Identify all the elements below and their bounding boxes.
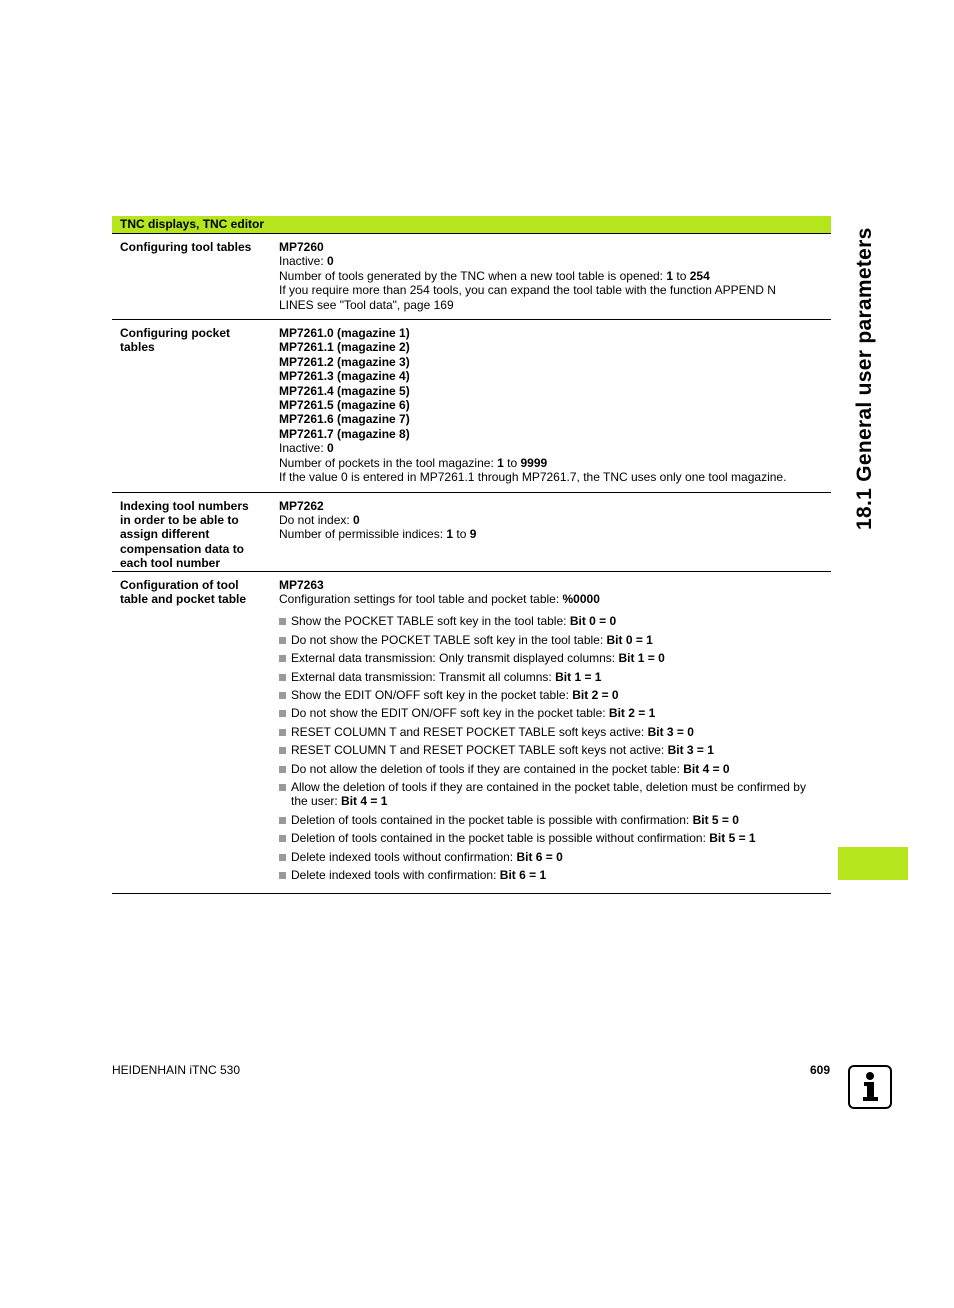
list-item [279,688,823,702]
text: Do not index: [279,512,354,527]
table-rows [112,234,831,894]
square-bullet-icon [279,729,286,736]
bold-text: 0 [353,512,360,527]
row-label-line: Configuring pocket [120,326,230,341]
bold-text: Bit 1 = 1 [555,669,602,684]
text: Configuration settings for tool table and pocket table: [279,591,563,606]
bold-text: MP7261.1 (magazine 2) [279,340,410,355]
list-item [279,633,823,647]
text: Number of pockets in the tool magazine: [279,455,498,470]
text: Do not show the POCKET TABLE soft key in the tool table: [291,632,607,647]
square-bullet-icon [279,618,286,625]
text: Show the POCKET TABLE soft key in the tool table: [291,614,570,629]
description-line [279,326,823,340]
bold-text: Bit 5 = 0 [692,812,739,827]
table-header: TNC displays, TNC editor [112,216,831,234]
bold-text: 254 [689,268,710,283]
row-description [279,493,831,571]
list-item [279,762,823,776]
text: External data transmission: Only transmit displayed columns: [291,651,619,666]
bold-text: MP7261.6 (magazine 7) [279,412,410,427]
description-line [279,441,823,455]
bold-text: Bit 1 = 0 [618,651,665,666]
square-bullet-icon [279,835,286,842]
list-item [279,850,823,864]
page-number: 609 [809,1063,830,1077]
bold-text: Bit 0 = 1 [606,632,653,647]
bold-text: MP7261.4 (magazine 5) [279,383,410,398]
description-line [279,355,823,369]
bold-text: 0 [327,441,334,456]
text: Inactive: [279,441,328,456]
bold-text: Bit 5 = 1 [709,831,756,846]
description-line [279,369,823,383]
square-bullet-icon [279,655,286,662]
row-label-line: Indexing tool numbers [120,498,249,513]
row-label-line: compensation data to [120,541,245,556]
row-description [279,320,831,491]
description-line [279,283,823,297]
list-item [279,868,823,882]
text: If the value 0 is entered in MP7261.1 through MP7261.7, the TNC uses only one tool magazine. [279,470,787,485]
parameter-table [112,216,831,894]
bold-text: 0 [327,254,334,269]
square-bullet-icon [279,747,286,754]
bold-text: MP7262 [279,498,324,513]
list-item [279,706,823,720]
bit-settings-list [279,614,823,882]
square-bullet-icon [279,784,286,791]
bold-text: Bit 0 = 0 [569,614,617,629]
description-line [279,592,823,606]
row-label-line: Configuration of tool [120,577,239,592]
text: to [453,527,470,542]
bold-text: Bit 3 = 1 [667,743,714,758]
footer-manual-name: HEIDENHAIN iTNC 530 [112,1063,241,1077]
bold-text: 1 [446,527,454,542]
bold-text: MP7261.2 (magazine 3) [279,354,410,369]
bold-text: Bit 2 = 1 [608,706,656,721]
square-bullet-icon [279,637,286,644]
text: to [503,455,521,470]
square-bullet-icon [279,674,286,681]
table-row [112,572,831,895]
row-label-line: table and pocket table [120,591,247,606]
text: to [673,268,690,283]
text: Number of permissible indices: [279,527,447,542]
square-bullet-icon [279,872,286,879]
description-line [279,412,823,426]
bold-text: 9 [469,527,477,542]
bold-text: Bit 6 = 0 [516,849,563,864]
text: Delete indexed tools with confirmation: [291,868,500,883]
table-row [112,493,831,572]
text: RESET COLUMN T and RESET POCKET TABLE soft keys not active: [291,743,668,758]
text: Inactive: [279,254,328,269]
list-item [279,813,823,827]
square-bullet-icon [279,692,286,699]
description-line [279,499,823,513]
bold-text: Bit 4 = 1 [341,794,388,809]
table-row [112,234,831,320]
description-line [279,254,823,268]
bold-text: MP7261.0 (magazine 1) [279,326,410,341]
bold-text: %0000 [562,591,600,606]
text: RESET COLUMN T and RESET POCKET TABLE soft keys active: [291,724,648,739]
table-row [112,320,831,492]
text: Deletion of tools contained in the pocket table is possible without confirmation: [291,831,710,846]
row-label-line: assign different [120,527,210,542]
description-line [279,384,823,398]
bold-text: MP7261.3 (magazine 4) [279,369,410,384]
description-line [279,398,823,412]
text: If you require more than 254 tools, you can expand the tool table with the function APPEND N [279,283,776,298]
square-bullet-icon [279,817,286,824]
row-label-line: each tool number [120,556,221,571]
bold-text: MP7263 [279,577,324,592]
text: Deletion of tools contained in the pocket table is possible with confirmation: [291,812,693,827]
square-bullet-icon [279,710,286,717]
bold-text: MP7261.7 (magazine 8) [279,426,410,441]
bold-text: Bit 4 = 0 [683,761,730,776]
list-item [279,651,823,665]
list-item [279,780,823,809]
list-item [279,670,823,684]
square-bullet-icon [279,766,286,773]
list-item [279,614,823,628]
bold-text: MP7261.5 (magazine 6) [279,398,410,413]
row-label [112,320,279,491]
text: Do not allow the deletion of tools if they are contained in the pocket table: [291,761,684,776]
description-line [279,298,823,312]
description-line [279,240,823,254]
description-line [279,578,823,592]
row-label-line: in order to be able to [120,512,239,527]
chapter-tab [838,847,908,880]
row-label [112,572,279,894]
description-line [279,340,823,354]
bold-text: MP7260 [279,240,324,254]
description-line [279,269,823,283]
bold-text: 1 [497,455,504,470]
text: Allow the deletion of tools if they are contained in the pocket table, deletion must be confirmed by the user: [291,780,806,809]
text: Number of tools generated by the TNC when a new tool table is opened: [279,268,667,283]
list-item [279,725,823,739]
text: External data transmission: Transmit all columns: [291,669,556,684]
description-line [279,470,823,484]
row-label-line: tables [120,340,155,355]
list-item [279,743,823,757]
description-line [279,513,823,527]
description-line [279,527,823,541]
bold-text: Bit 6 = 1 [499,868,547,883]
row-label-line: Configuring tool tables [120,240,252,254]
bold-text: 1 [666,268,674,283]
row-label [112,493,279,571]
row-description [279,234,831,319]
text: LINES see "Tool data", page 169 [279,297,454,312]
text: Show the EDIT ON/OFF soft key in the pocket table: [291,687,573,702]
info-glyph [850,1067,890,1107]
info-icon [848,1065,892,1109]
description-line [279,427,823,441]
text: Do not show the EDIT ON/OFF soft key in the pocket table: [291,706,609,721]
bold-text: Bit 2 = 0 [572,687,619,702]
description-line [279,456,823,470]
row-description [279,572,831,894]
square-bullet-icon [279,854,286,861]
bold-text: 9999 [520,455,548,470]
section-title-vertical: 18.1 General user parameters [853,227,876,530]
text: Delete indexed tools without confirmation: [291,849,517,864]
list-item [279,831,823,845]
bold-text: Bit 3 = 0 [647,724,694,739]
row-label [112,234,279,319]
